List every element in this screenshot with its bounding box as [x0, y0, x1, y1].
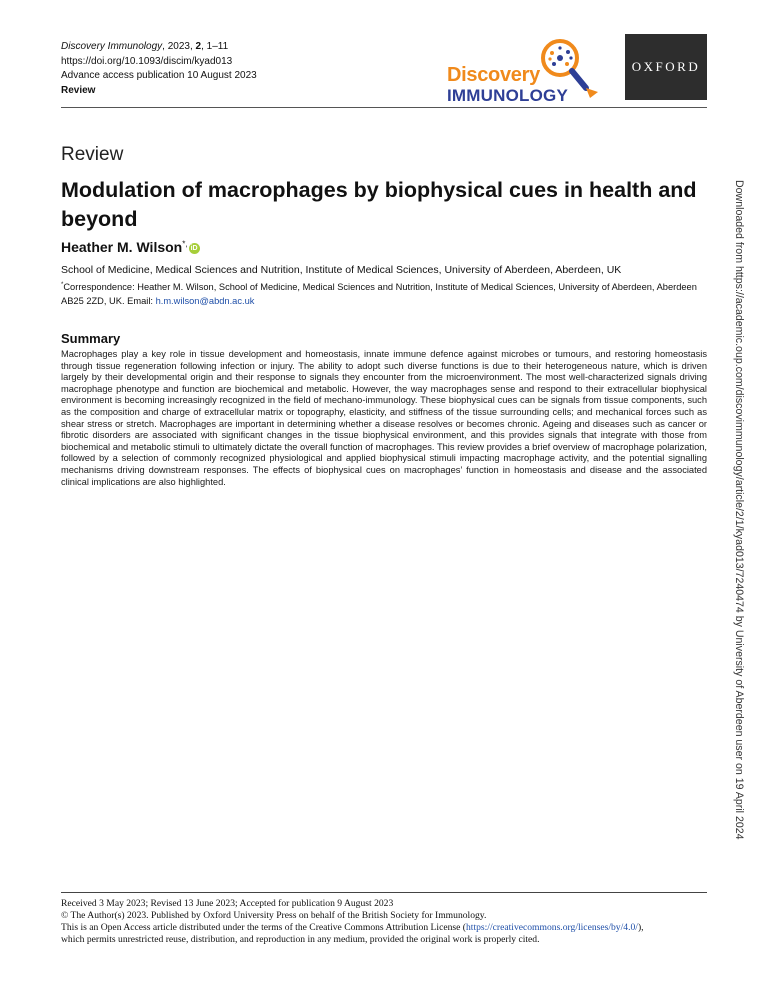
advance-access-date: Advance access publication 10 August 2023 — [61, 70, 257, 81]
copyright: © The Author(s) 2023. Published by Oxford University Press on behalf of the British Society for Immunology. — [61, 910, 487, 922]
correspondence-mark: * — [61, 282, 64, 288]
summary-heading: Summary — [61, 331, 121, 346]
correspondence — [61, 279, 707, 308]
download-note — [727, 180, 747, 840]
publication-dates: Received 3 May 2023; Revised 13 June 2023; Accepted for publication 9 August 2023 — [61, 898, 394, 909]
citation-line — [61, 40, 257, 55]
citation-pages: , 1–11 — [201, 41, 229, 52]
publisher-logo: OXFORD — [625, 34, 707, 100]
article-title: Modulation of macrophages by biophysical cues in health and beyond — [61, 178, 697, 231]
journal-name: Discovery Immunology — [61, 41, 163, 52]
doi-link[interactable]: https://doi.org/10.1093/discim/kyad013 — [61, 55, 233, 67]
author-mark: *, — [182, 239, 188, 249]
section-label: Review — [61, 144, 124, 165]
logo-word-discovery: Discovery — [447, 64, 540, 86]
license-text: This is an Open Access article distributed under the terms of the Creative Commons Attribution License ( — [61, 922, 466, 934]
logo-word-immunology: IMMUNOLOGY — [447, 86, 568, 105]
orcid-icon[interactable]: iD — [190, 245, 198, 252]
citation-volume: 2 — [195, 41, 202, 52]
license-close: ), — [637, 922, 644, 934]
affiliation: School of Medicine, Medical Sciences and Nutrition, Institute of Medical Sciences, University of Aberdeen, Aberdeen, UK — [61, 264, 622, 276]
license-link[interactable]: https://creativecommons.org/licenses/by/4.0/ — [465, 922, 638, 934]
license-line — [61, 922, 707, 934]
correspondence-text: Correspondence: Heather M. Wilson, School of Medicine, Medical Sciences and Nutrition, Institute of Medical Sciences, University of Aberdeen, Aberdeen AB25 2ZD, UK. Email: — [61, 282, 697, 306]
download-note-text[interactable]: Downloaded from https://academic.oup.com/discovimmunology/article/2/1/kyad013/7240474 by University of Aberdeen user on 19 April 2024 — [733, 180, 745, 840]
summary-text: Macrophages play a key role in tissue development and homeostasis, innate immune defence against microbes or tumours, and restoring homeostasis through tissue regeneration following infection or injury. The ability to adopt such diverse functions is due to their heterogeneous nature, which is driven largely by their developmental origin and their response to signals they encounter from the microenvironment. The most well-characterized signals driving macrophage phenotype and function are biochemical and metabolic. However, the way macrophages sense and respond to their extracellular biophysical environment is becoming increasingly recognized in the field of mechano-immunology. These biophysical cues can be signals from tissue components, such as the composition and charge of extracellular matrix or topography, elasticity, and stiffness of the tissue surrounding cells; and mechanical forces such as shear stress or stretch. Macrophages are important in determining whether a disease resolves or becomes chronic. Ageing and diseases such as cancer or fibrotic disorders are associated with significant changes in the tissue biophysical environment, and this provides signals that integrate with those from biochemical and metabolic stimuli to ultimately dictate the overall function of macrophages. This review provides a brief overview of macrophage polarization, followed by a selection of commonly recognized physiological and applied biophysical stimuli impacting macrophage activity, and the potential signalling mechanisms driving downstream responses. The effects of biophysical cues on macrophages’ function in homeostasis and disease and the associated clinical implications are also highlighted. — [61, 349, 707, 487]
header-divider — [61, 107, 707, 108]
license-terms: which permits unrestricted reuse, distribution, and reproduction in any medium, provided the original work is properly cited. — [61, 934, 540, 946]
citation-block — [61, 40, 257, 98]
author-name[interactable]: Heather M. Wilson — [61, 239, 183, 255]
footer-divider — [61, 892, 707, 893]
email-link[interactable]: h.m.wilson@abdn.ac.uk — [155, 295, 255, 306]
citation-year: , 2023, — [162, 41, 196, 52]
author-line — [61, 239, 200, 255]
article-type: Review — [61, 84, 96, 96]
footer-notes — [61, 898, 707, 946]
